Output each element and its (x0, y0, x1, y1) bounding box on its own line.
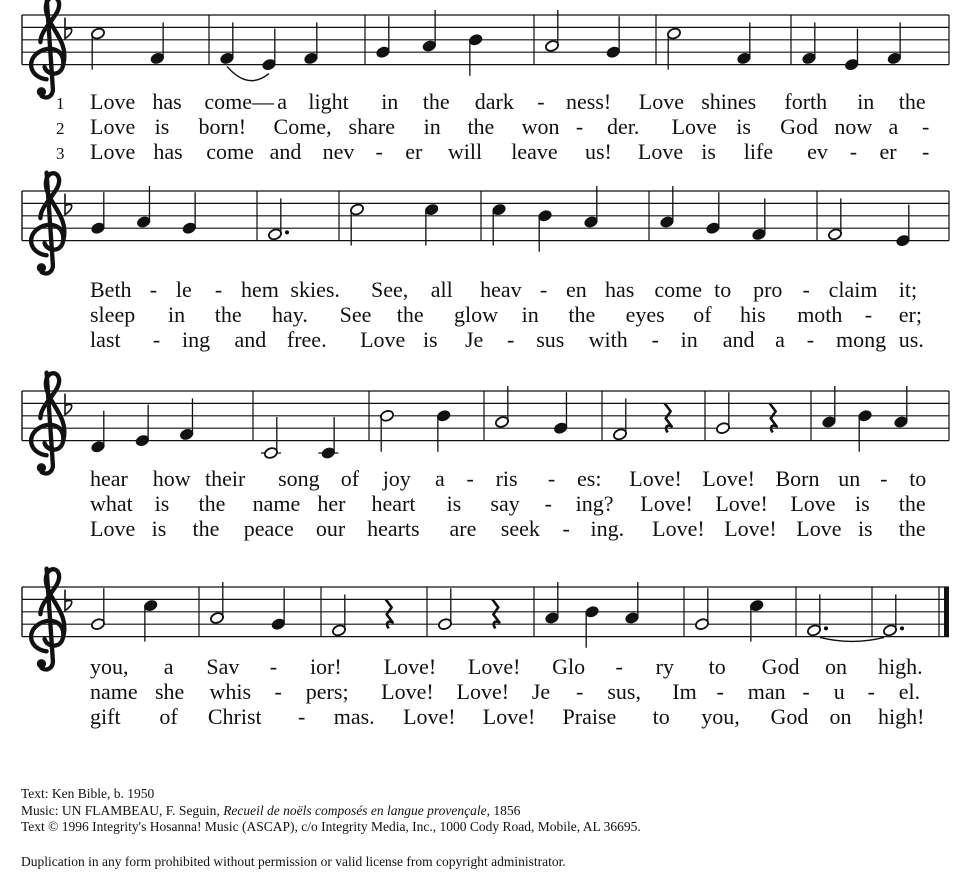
lyric-syllable: eyes (625, 302, 665, 327)
lyric-syllable: ev (807, 139, 828, 164)
flat-icon (65, 394, 72, 415)
lyric-syllable: Sav (206, 654, 240, 679)
lyric-syllable: light (308, 89, 349, 114)
lyric-syllable: of (159, 704, 178, 729)
augmentation-dot (900, 626, 904, 630)
syllable-hyphen: - (802, 277, 810, 302)
lyric-syllable: hear (90, 466, 128, 491)
syllable-hyphen: - (922, 139, 930, 164)
lyric-syllable: mas. (333, 704, 375, 729)
treble-clef-icon (31, 373, 64, 474)
lyric-syllable: ior! (309, 654, 342, 679)
music-source-title: Recueil de noëls composés en langue provençale (223, 802, 487, 818)
lyric-syllable: it; (898, 277, 918, 302)
lyric-syllable: Love! (652, 516, 705, 541)
lyric-syllable: our (315, 516, 346, 541)
lyric-syllable: claim (828, 277, 878, 302)
syllable-hyphen: - (575, 114, 584, 139)
lyric-syllable: a (435, 466, 445, 491)
lyric-syllable: is (854, 491, 870, 516)
lyric-syllable: is (154, 491, 170, 516)
credits (21, 786, 641, 870)
syllable-hyphen: - (152, 327, 161, 352)
syllable-hyphen: - (864, 302, 873, 327)
lyric-syllable: is (701, 139, 716, 164)
lyric-syllable: a (775, 327, 785, 352)
syllable-hyphen: - (506, 327, 515, 352)
syllable-hyphen: - (716, 679, 724, 704)
lyric-syllable: the (898, 516, 926, 541)
lyric-syllable: are (449, 516, 477, 541)
lyric-syllable: der. (606, 114, 640, 139)
lyric-syllable: the (467, 114, 495, 139)
lyric-syllable: glow (454, 302, 498, 327)
lyric-syllable: God (761, 654, 800, 679)
lyric-syllable: a (888, 114, 899, 139)
lyric-syllable: Love (671, 114, 717, 139)
lyric-syllable: in (857, 89, 875, 114)
lyric-syllable: us! (584, 139, 612, 164)
lyric-syllable: has (152, 89, 182, 114)
lyric-syllable: free. (286, 327, 327, 352)
lyric-syllable: on (829, 704, 852, 729)
lyric-syllable: peace (243, 516, 294, 541)
syllable-hyphen: - (539, 277, 548, 302)
lyric-syllable: is (154, 114, 170, 139)
treble-clef-icon (31, 173, 64, 274)
lyric-syllable: won (521, 114, 560, 139)
lyric-syllable: sleep (90, 302, 136, 327)
lyric-syllable: to (714, 277, 732, 302)
lyric-syllable: er (405, 139, 423, 164)
lyric-syllable: Love (90, 516, 136, 541)
lyric-syllable: Come, (273, 114, 332, 139)
lyric-syllable: her (317, 491, 346, 516)
lyric-syllable: Love! (456, 679, 510, 704)
lyric-syllable: es: (577, 466, 602, 491)
lyric-syllable: name (252, 491, 301, 516)
lyric-syllable: Je (531, 679, 551, 704)
lyric-syllable: of (693, 302, 712, 327)
lyric-syllable: and (722, 327, 755, 352)
lyric-syllable: Love (638, 89, 685, 114)
lyric-syllable: er (879, 139, 897, 164)
lyric-syllable: sus (536, 327, 565, 352)
lyric-syllable: heart (371, 491, 416, 516)
lyric-syllable: forth (784, 89, 828, 114)
lyric-syllable: ness! (566, 89, 612, 114)
syllable-hyphen: - (802, 679, 810, 704)
lyric-syllable: whis (209, 679, 252, 704)
lyric-syllable: come (654, 277, 703, 302)
lyric-syllable: what (90, 491, 133, 516)
verse-number: 2 (56, 119, 65, 138)
lyric-syllable: has (605, 277, 635, 302)
lyric-syllable: the (898, 89, 926, 114)
lyric-syllable: the (192, 516, 220, 541)
lyric-syllable: is (151, 516, 167, 541)
lyric-syllable: song (278, 466, 320, 491)
lyric-syllable: er; (898, 302, 923, 327)
lyric-syllable: moth (797, 302, 843, 327)
syllable-hyphen: - (547, 466, 556, 491)
lyric-syllable: with (588, 327, 628, 352)
lyric-syllable: in (423, 114, 441, 139)
lyric-syllable: skies. (290, 277, 340, 302)
lyric-syllable: to (708, 654, 726, 679)
lyric-syllable: high. (878, 654, 923, 679)
lyric-syllable: Love! (715, 491, 768, 516)
lyric-syllable: ris (495, 466, 518, 491)
treble-clef-icon (31, 569, 64, 670)
lyric-syllable: the (214, 302, 242, 327)
flat-icon (65, 590, 72, 611)
syllable-hyphen: - (651, 327, 659, 352)
lyric-syllable: ry (655, 654, 674, 679)
lyric-syllable: is (857, 516, 873, 541)
lyric-syllable: the (422, 89, 450, 114)
final-barline-thick (944, 587, 949, 637)
lyric-syllable: Love! (702, 466, 755, 491)
augmentation-dot (824, 626, 828, 630)
lyric-syllable: shines (701, 89, 757, 114)
lyric-syllable: un (838, 466, 861, 491)
lyric-syllable: life (743, 139, 774, 164)
lyric-syllable: high! (878, 704, 925, 729)
lyric-syllable: last (90, 327, 121, 352)
lyric-syllable: will (447, 139, 483, 164)
lyric-syllable: and (269, 139, 302, 164)
lyric-syllable: to (652, 704, 670, 729)
lyric-syllable: Love (360, 327, 406, 352)
lyric-syllable: sus, (607, 679, 641, 704)
lyric-syllable: in (680, 327, 698, 352)
augmentation-dot (285, 230, 289, 234)
lyric-syllable: Love! (383, 654, 437, 679)
lyric-syllable: come— (204, 89, 275, 114)
lyric-syllable: ing. (590, 516, 625, 541)
lyric-syllable: Love! (482, 704, 536, 729)
lyric-syllable: en (566, 277, 587, 302)
lyric-syllable: Love! (629, 466, 682, 491)
syllable-hyphen: - (880, 466, 888, 491)
lyric-syllable: Born (775, 466, 820, 491)
lyric-syllable: in (168, 302, 186, 327)
syllable-hyphen: - (615, 654, 623, 679)
lyric-syllable: to (909, 466, 927, 491)
lyric-syllable: Love! (724, 516, 777, 541)
lyric-syllable: in (521, 302, 539, 327)
syllable-hyphen: - (214, 277, 223, 302)
lyric-syllable: heav (480, 277, 522, 302)
duplication-notice: Duplication in any form prohibited without permission or valid license from copyright administrator. (21, 853, 566, 869)
lyric-syllable: nev (322, 139, 355, 164)
lyric-syllable: how (152, 466, 191, 491)
text-credit: Text: Ken Bible, b. 1950 (21, 786, 155, 801)
lyric-syllable: their (205, 466, 246, 491)
lyric-syllable: is (446, 491, 462, 516)
lyric-syllable: See (339, 302, 372, 327)
copyright-notice: Text © 1996 Integrity's Hosanna! Music (ASCAP), c/o Integrity Media, Inc., 1000 Cody Road, Mobile, AL 36695. (21, 819, 641, 834)
lyric-syllable: a (163, 654, 174, 679)
lyric-syllable: and (234, 327, 267, 352)
lyric-syllable: u (833, 679, 845, 704)
syllable-hyphen: - (849, 139, 858, 164)
syllable-hyphen: - (298, 704, 306, 729)
lyric-syllable: pers; (305, 679, 349, 704)
syllable-hyphen: - (806, 327, 815, 352)
lyric-syllable: the (898, 491, 926, 516)
lyric-syllable: is (736, 114, 751, 139)
lyric-syllable: pro (753, 277, 783, 302)
lyric-syllable: is (422, 327, 438, 352)
syllable-hyphen: - (466, 466, 474, 491)
lyric-syllable: Love (90, 89, 136, 114)
lyric-syllable: in (381, 89, 399, 114)
lyric-syllable: share (348, 114, 395, 139)
lyric-syllable: hearts (367, 516, 420, 541)
lyric-syllable: hay. (272, 302, 308, 327)
lyric-syllable: mong (835, 327, 887, 352)
lyric-syllable: Je (464, 327, 484, 352)
lyric-syllable: ing? (575, 491, 614, 516)
lyric-syllable: See, (370, 277, 409, 302)
syllable-hyphen: - (562, 516, 570, 541)
lyric-syllable: she (154, 679, 185, 704)
lyric-syllable: all (430, 277, 453, 302)
slur (227, 66, 269, 80)
tie (820, 637, 884, 641)
syllable-hyphen: - (922, 114, 930, 139)
syllable-hyphen: - (576, 679, 584, 704)
lyric-syllable: leave (511, 139, 558, 164)
lyric-syllable: le (175, 277, 192, 302)
lyric-syllable: Im (672, 679, 697, 704)
lyric-syllable: has (153, 139, 183, 164)
lyric-syllable: man (747, 679, 786, 704)
verse-number: 3 (56, 144, 65, 163)
syllable-hyphen: - (269, 654, 278, 679)
lyric-syllable: born! (198, 114, 247, 139)
lyric-syllable: Love! (381, 679, 434, 704)
lyric-syllable: God (770, 704, 809, 729)
syllable-hyphen: - (537, 89, 545, 114)
lyric-syllable: Love (90, 139, 136, 164)
lyric-syllable: hem (241, 277, 279, 302)
lyric-syllable: say (490, 491, 520, 516)
syllable-hyphen: - (274, 679, 282, 704)
flat-icon (65, 194, 72, 215)
flat-icon (65, 18, 72, 39)
lyric-syllable: Beth (90, 277, 132, 302)
lyric-syllable: come (206, 139, 254, 164)
music-credit: Music: UN FLAMBEAU, F. Seguin, Recueil de noëls composés en langue provençale, 1856 (21, 802, 521, 818)
lyric-syllable: the (568, 302, 596, 327)
lyric-syllable: joy (382, 466, 411, 491)
lyric-syllable: name (90, 679, 138, 704)
lyric-syllable: seek (500, 516, 540, 541)
lyric-syllable: Love (796, 516, 842, 541)
lyric-syllable: you, (90, 654, 129, 679)
lyric-syllable: now (834, 114, 873, 139)
lyric-syllable: Love! (467, 654, 521, 679)
lyric-syllable: his (740, 302, 766, 327)
syllable-hyphen: - (867, 679, 875, 704)
lyric-syllable: Love (637, 139, 684, 164)
lyric-syllable: gift (90, 704, 121, 729)
lyric-syllable: on (825, 654, 848, 679)
lyric-syllable: dark (474, 89, 514, 114)
lyric-syllable: ing (182, 327, 211, 352)
lyric-syllable: God (780, 114, 818, 139)
lyric-syllable: of (340, 466, 360, 491)
syllable-hyphen: - (544, 491, 552, 516)
lyric-syllable: you, (701, 704, 740, 729)
lyric-syllable: Love (790, 491, 836, 516)
lyric-syllable: a (277, 89, 287, 114)
lyric-syllable: Glo (552, 654, 586, 679)
lyric-syllable: the (396, 302, 424, 327)
lyric-syllable: Praise (562, 704, 617, 729)
lyric-syllable: Christ (207, 704, 262, 729)
lyric-syllable: us. (898, 327, 924, 352)
lyric-syllable: Love! (640, 491, 693, 516)
syllable-hyphen: - (149, 277, 158, 302)
lyric-syllable: el. (898, 679, 921, 704)
lyric-syllable: the (198, 491, 226, 516)
lyric-syllable: Love! (403, 704, 456, 729)
verse-number: 1 (56, 94, 65, 113)
syllable-hyphen: - (375, 139, 383, 164)
lyric-syllable: Love (90, 114, 136, 139)
